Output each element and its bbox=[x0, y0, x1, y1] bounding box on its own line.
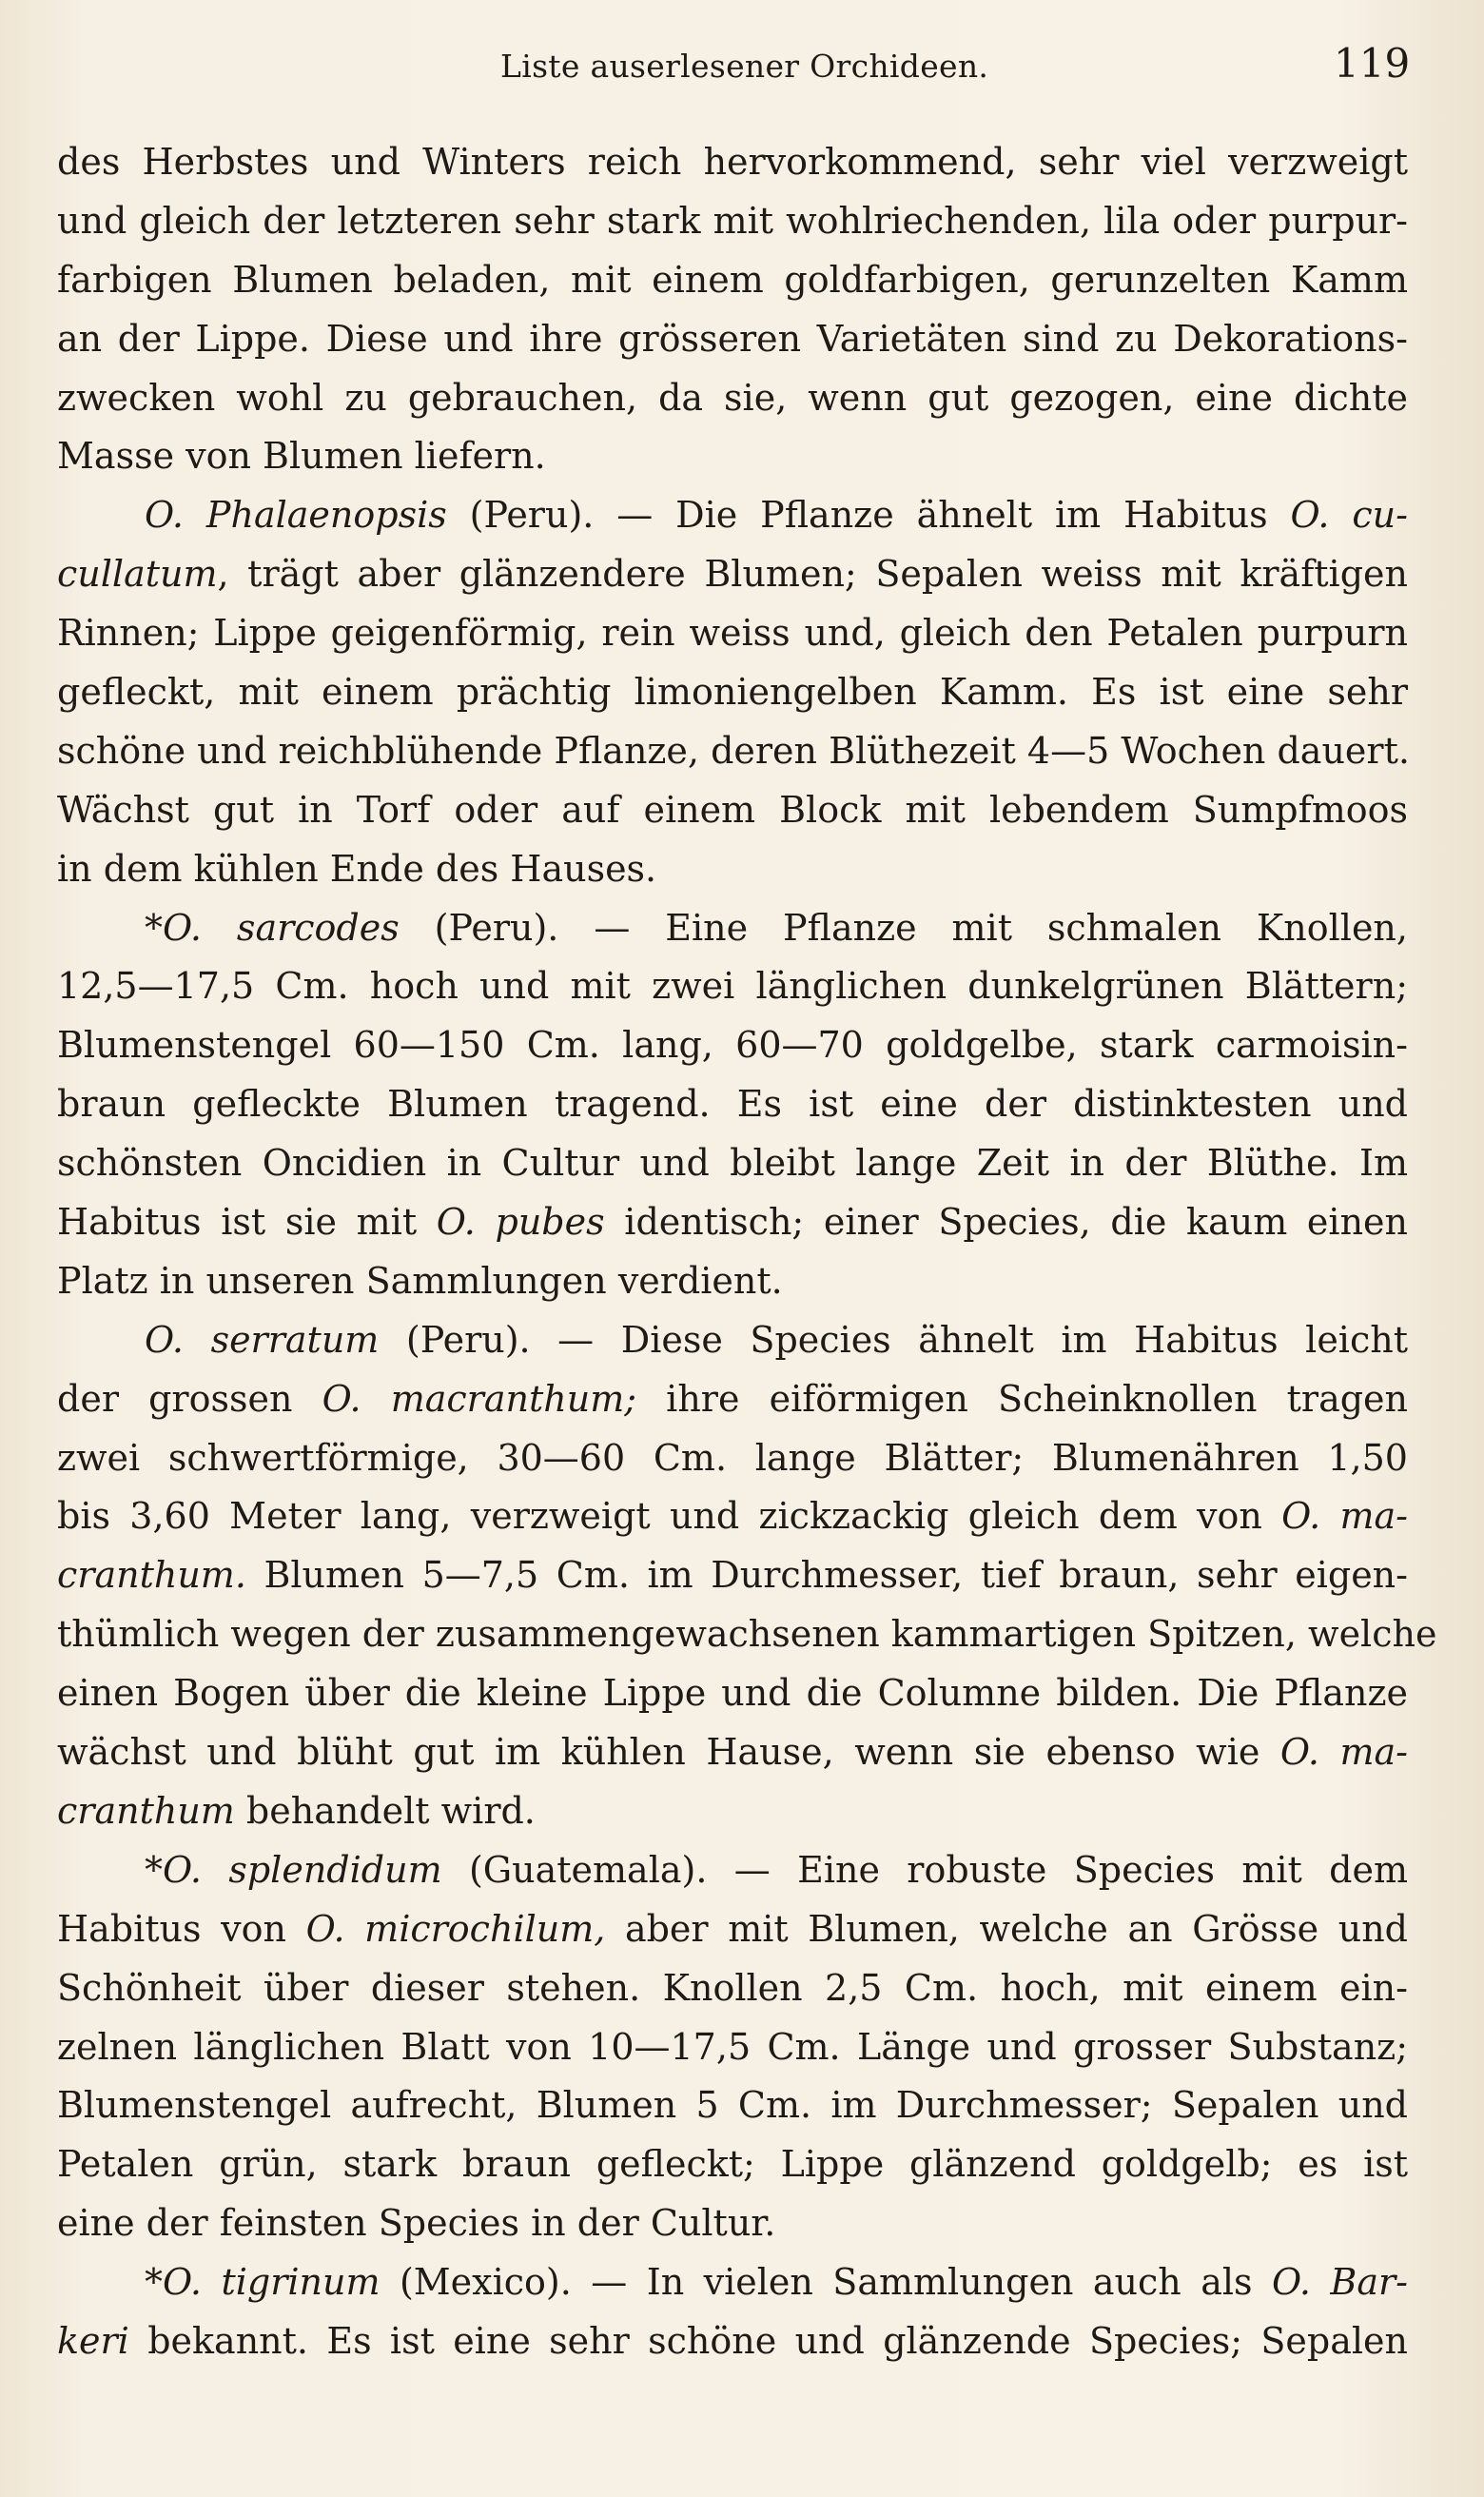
text-run: , trägt aber glänzendere Blumen; Sepalen weiss mit kräftigen bbox=[217, 553, 1408, 596]
italic-taxon: cranthum. bbox=[57, 1554, 246, 1597]
text-line bbox=[57, 545, 1408, 604]
text-line bbox=[57, 1782, 1408, 1841]
text-run: Habitus ist sie mit bbox=[57, 1201, 437, 1244]
text-line bbox=[57, 1841, 1408, 1900]
text-line bbox=[57, 1664, 1408, 1723]
text-line bbox=[57, 486, 1408, 545]
text-run: Habitus von bbox=[57, 1907, 306, 1950]
text-line bbox=[57, 1075, 1408, 1134]
text-run: 12,5—17,5 Cm. hoch und mit zwei länglichen dunkelgrünen Blättern; bbox=[57, 965, 1408, 1008]
italic-taxon: cranthum bbox=[57, 1789, 235, 1832]
text-run: * bbox=[145, 906, 163, 949]
text-run: Petalen grün, stark braun gefleckt; Lippe glänzend goldgelb; es ist bbox=[57, 2143, 1408, 2186]
text-run: braun gefleckte Blumen tragend. Es ist eine der distinktesten und bbox=[57, 1083, 1408, 1126]
text-run: * bbox=[145, 1848, 163, 1891]
text-run: und gleich der letzteren sehr stark mit wohlriechenden, lila oder purpur- bbox=[57, 199, 1408, 242]
text-line bbox=[57, 2194, 1408, 2253]
body-text bbox=[57, 133, 1437, 2371]
text-run: Wächst gut in Torf oder auf einem Block mit lebendem Sumpfmoos bbox=[57, 788, 1408, 831]
text-run: schönsten Oncidien in Cultur und bleibt lange Zeit in der Blüthe. Im bbox=[57, 1142, 1408, 1185]
text-run: des Herbstes und Winters reich hervorkommend, sehr viel verzweigt bbox=[57, 141, 1408, 183]
text-line bbox=[57, 427, 1408, 486]
text-line bbox=[57, 133, 1408, 192]
text-line bbox=[57, 1193, 1408, 1252]
text-line bbox=[57, 2076, 1408, 2135]
running-header bbox=[0, 40, 1484, 97]
italic-taxon: O. sarcodes bbox=[163, 906, 400, 949]
text-line bbox=[57, 1370, 1408, 1429]
text-run: Rinnen; Lippe geigenförmig, rein weiss und, gleich den Petalen purpurn bbox=[57, 612, 1408, 655]
text-line bbox=[57, 2018, 1408, 2077]
text-run: gefleckt, mit einem prächtig limoniengelben Kamm. Es ist eine sehr bbox=[57, 671, 1408, 714]
text-run: Platz in unseren Sammlungen verdient. bbox=[57, 1259, 783, 1302]
text-line bbox=[57, 781, 1408, 840]
text-run: der grossen bbox=[57, 1377, 322, 1420]
text-line bbox=[57, 899, 1408, 958]
text-line bbox=[57, 957, 1408, 1016]
text-line bbox=[57, 1959, 1408, 2018]
italic-taxon: O. ma- bbox=[1279, 1731, 1408, 1774]
text-line bbox=[57, 840, 1408, 899]
text-run: behandelt wird. bbox=[234, 1789, 536, 1832]
text-line bbox=[57, 251, 1408, 310]
text-run: einen Bogen über die kleine Lippe und die Columne bilden. Die Pflanze bbox=[57, 1672, 1408, 1715]
text-run: (Peru). — Eine Pflanze mit schmalen Knollen, bbox=[399, 906, 1408, 949]
text-run: schöne und reichblühende Pflanze, deren Blüthezeit 4—5 Wochen dauert. bbox=[57, 729, 1410, 772]
text-line bbox=[57, 1546, 1408, 1605]
text-run: identisch; einer Species, die kaum einen bbox=[604, 1201, 1409, 1244]
italic-taxon: O. macranthum; bbox=[322, 1377, 637, 1420]
italic-taxon: O. tigrinum bbox=[163, 2261, 381, 2304]
text-line bbox=[57, 604, 1408, 663]
italic-taxon: O. serratum bbox=[145, 1318, 380, 1361]
text-run: ihre eiförmigen Scheinknollen tragen bbox=[636, 1377, 1409, 1420]
text-run: (Peru). — Die Pflanze ähnelt im Habitus bbox=[446, 494, 1291, 537]
text-run: wächst und blüht gut im kühlen Hause, wenn sie ebenso wie bbox=[57, 1731, 1280, 1774]
running-title: Liste auserlesener Orchideen. bbox=[500, 48, 989, 85]
text-run: farbigen Blumen beladen, mit einem goldfarbigen, gerunzelten Kamm bbox=[57, 258, 1408, 301]
text-run: eine der feinsten Species in der Cultur. bbox=[57, 2202, 776, 2245]
text-line bbox=[57, 369, 1408, 428]
italic-taxon: O. splendidum bbox=[163, 1848, 442, 1891]
text-run: bis 3,60 Meter lang, verzweigt und zickzackig gleich dem von bbox=[57, 1495, 1282, 1538]
text-line bbox=[57, 1252, 1408, 1311]
text-line bbox=[57, 1723, 1408, 1782]
text-run: (Peru). — Diese Species ähnelt im Habitus leicht bbox=[379, 1318, 1408, 1361]
text-run: Blumen 5—7,5 Cm. im Durchmesser, tief braun, sehr eigen- bbox=[245, 1554, 1408, 1597]
text-line bbox=[57, 1016, 1408, 1075]
italic-taxon: keri bbox=[57, 2319, 129, 2362]
italic-taxon: O. pubes bbox=[436, 1201, 605, 1244]
italic-taxon: O. microchilum, bbox=[305, 1907, 606, 1950]
text-run: Masse von Blumen liefern. bbox=[57, 435, 546, 478]
text-run: zwecken wohl zu gebrauchen, da sie, wenn gut gezogen, eine dichte bbox=[57, 376, 1408, 419]
text-line bbox=[57, 2312, 1408, 2371]
text-line bbox=[57, 722, 1408, 781]
italic-taxon: O. ma- bbox=[1281, 1495, 1408, 1538]
italic-taxon: O. Phalaenopsis bbox=[145, 494, 447, 537]
text-line bbox=[57, 1487, 1408, 1546]
text-run: Blumenstengel 60—150 Cm. lang, 60—70 goldgelbe, stark carmoisin- bbox=[57, 1024, 1408, 1067]
text-run: thümlich wegen der zusammengewachsenen kammartigen Spitzen, welche bbox=[57, 1613, 1437, 1656]
text-line bbox=[57, 310, 1408, 369]
text-run: zelnen länglichen Blatt von 10—17,5 Cm. Länge und grosser Substanz; bbox=[57, 2025, 1408, 2068]
text-line bbox=[57, 1134, 1408, 1193]
italic-taxon: O. Bar- bbox=[1271, 2261, 1408, 2304]
page-number: 119 bbox=[1334, 40, 1411, 87]
text-line bbox=[57, 663, 1408, 722]
text-run: aber mit Blumen, welche an Grösse und bbox=[605, 1907, 1409, 1950]
text-line bbox=[57, 1429, 1408, 1488]
text-run: zwei schwertförmige, 30—60 Cm. lange Blätter; Blumenähren 1,50 bbox=[57, 1436, 1408, 1479]
text-run: Blumenstengel aufrecht, Blumen 5 Cm. im Durchmesser; Sepalen und bbox=[57, 2084, 1408, 2127]
italic-taxon: O. cu- bbox=[1290, 494, 1408, 537]
text-run: bekannt. Es ist eine sehr schöne und glänzende Species; Sepalen bbox=[128, 2319, 1408, 2362]
text-run: Schönheit über dieser stehen. Knollen 2,5 Cm. hoch, mit einem ein- bbox=[57, 1966, 1408, 2009]
text-line bbox=[57, 2135, 1408, 2194]
text-line bbox=[57, 1900, 1408, 1959]
text-run: (Guatemala). — Eine robuste Species mit dem bbox=[441, 1848, 1408, 1891]
text-run: an der Lippe. Diese und ihre grösseren Varietäten sind zu Dekorations- bbox=[57, 317, 1408, 360]
text-line bbox=[57, 1311, 1408, 1370]
text-line bbox=[57, 2253, 1408, 2312]
text-run: * bbox=[145, 2261, 163, 2304]
text-line bbox=[57, 192, 1408, 251]
text-run: in dem kühlen Ende des Hauses. bbox=[57, 847, 657, 890]
italic-taxon: cullatum bbox=[57, 553, 218, 596]
text-line bbox=[57, 1605, 1437, 1664]
text-run: (Mexico). — In vielen Sammlungen auch als bbox=[380, 2261, 1272, 2304]
